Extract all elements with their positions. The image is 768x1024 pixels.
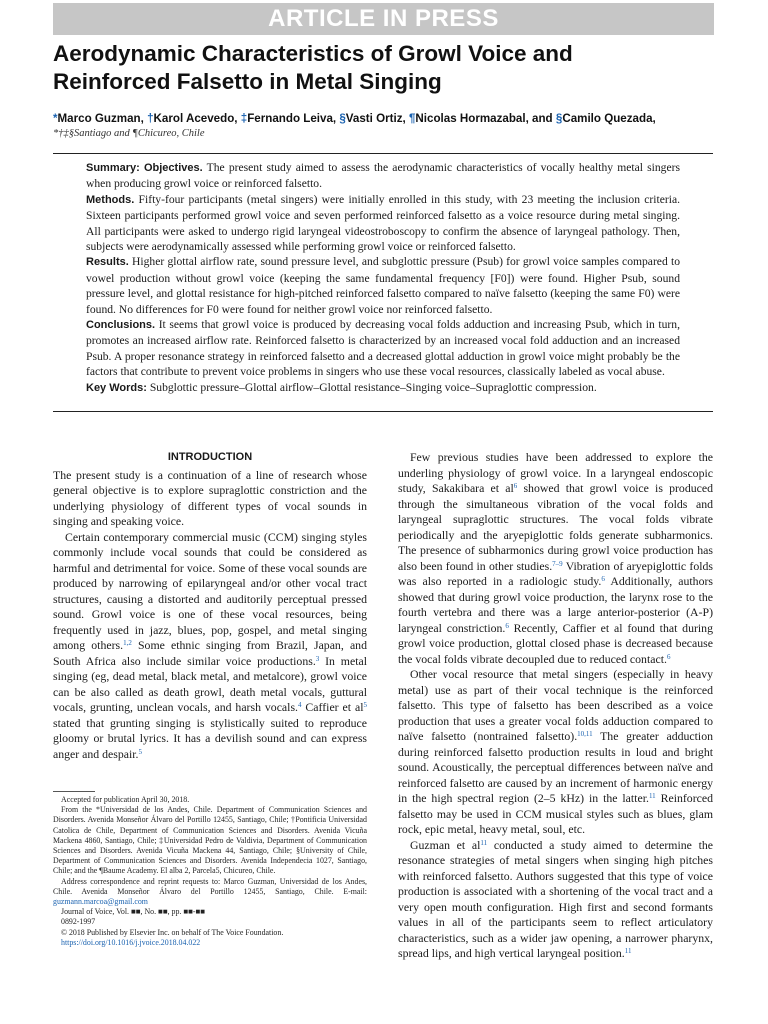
citation[interactable]: 6 (513, 482, 518, 490)
paragraph: The present study is a continuation of a line of research whose general objective is to explore supraglottic constriction and the underlying physiology of different types of vocal sounds in singing and speaking voice. (53, 467, 367, 528)
article-title (53, 40, 713, 96)
citation[interactable]: 1,2 (123, 639, 132, 647)
methods-label: Methods. (86, 193, 135, 206)
affiliation-line: *†‡§Santiago and ¶Chicureo, Chile (53, 128, 205, 139)
summary-label: Summary: (86, 162, 140, 174)
footnote-journal: Journal of Voice, Vol. ■■, No. ■■, pp. ■■-■■ (61, 907, 206, 917)
article-in-press-banner: ARTICLE IN PRESS (53, 3, 714, 35)
author-mark: ‡ (240, 112, 248, 125)
abstract-conclusions (86, 317, 680, 380)
citation[interactable]: 3 (315, 654, 320, 663)
citation[interactable]: 11 (648, 792, 656, 800)
abstract-bottom-rule (53, 411, 713, 412)
abstract-results (86, 254, 680, 317)
citation[interactable]: 7–9 (552, 559, 563, 568)
footnote-accepted: Accepted for publication April 30, 2018. (61, 795, 190, 804)
abstract-objectives (86, 160, 680, 192)
objectives-text: The present study aimed to assess the aerodynamic characteristics of vocally healthy metal singers when producing growl voice or reinforced falsetto. (86, 161, 680, 191)
footnote-copyright: © 2018 Published by Elsevier Inc. on behalf of The Voice Foundation. (61, 927, 284, 937)
right-column (398, 450, 713, 962)
title-line-2: Reinforced Falsetto in Metal Singing (53, 69, 442, 94)
left-column (53, 450, 367, 762)
citation[interactable]: 10,11 (577, 730, 593, 738)
abstract-keywords (86, 380, 680, 396)
author-list (53, 112, 733, 125)
conclusions-label: Conclusions. (86, 319, 156, 332)
methods-text: Fifty-four participants (metal singers) were initially enrolled in this study, with 23 meeting the inclusion criteria. Sixteen participants performed growl voice and seven performed reinforced falsetto as a voice resource during metal singing. All participants were asked to undergo rigid laryngeal videostroboscopy to confirm the absence of laryngeal pathology. Then, subjects were aerodynamically assessed while performing growl voice or reinforced falsetto. (86, 192, 680, 254)
abstract (86, 160, 680, 396)
footnote-affiliations: From the *Universidad de los Andes, Chile. Department of Communication Sciences and Disorders. Avenida Monseñor Álvaro del Portillo 12455, Santiago, Chile; †Pontificia Universidad Catolica de Chile, Department of Communication Sciences and Disorders. Avenida Vicuña Mackena 4860, Santiago, Chile; ‡Universidad Pedro de Valdivia, Department of Communication Sciences and Disorders. Avenida Vicuña Mackena 44, Santiago, Chile; §University of Chile, Department of Communication Sciences and Disorders. Avenida Independecia 1027, Santiago, Chile; and the ¶Baume Academy. El alba 2, Parcela5, Chicureo, Chile. (53, 805, 367, 876)
footnote-issn: 0892-1997 (61, 917, 96, 927)
footnote-doi (53, 938, 367, 948)
keywords-text: Subglottic pressure–Glottal airflow–Glottal resistance–Singing voice–Supraglottic compression. (149, 380, 597, 394)
citation[interactable]: 11 (624, 947, 632, 955)
author-mark: § (555, 112, 563, 125)
author-mark: ¶ (408, 112, 416, 125)
paragraph: Other vocal resource that metal singers (especially in heavy metal) use as part of their vocal technique is the reinforced falsetto. This type of falsetto has been described as a voice production that uses a greater vocal folds adduction compared to naïve falsetto (nontrained falsetto).$^{10,11}$ The greater adduction during reinforced falsetto production results in loud and bright sound. Acoustically, the perceptual differences between naïve and reinforced falsetto are caused by an increment of harmonic energy in the high spectral region (2–5 kHz) in the latter.$^{11}$ Reinforced falsetto may be used in CCM musical styles such as blues, glam rock, epic metal, heavy metal, soul, etc. (398, 667, 714, 836)
citation[interactable]: 6 (601, 575, 605, 583)
author-name[interactable]: Karol Acevedo, (153, 112, 238, 125)
abstract-top-rule (53, 153, 713, 154)
citation[interactable]: 5 (138, 747, 142, 756)
author-name[interactable]: Vasti Ortiz, (345, 112, 406, 125)
email-link[interactable]: guzmann.marcoa@gmail.com (53, 897, 148, 907)
section-heading-introduction: INTRODUCTION (167, 451, 253, 463)
author-name[interactable]: Fernando Leiva, (247, 112, 337, 125)
citation[interactable]: 4 (298, 701, 302, 709)
results-text: Higher glottal airflow rate, sound pressure level, and subglottic pressure (Psub) for growl voice samples compared to vowel production without growl voice (keeping the same fundamental frequency [F0]) were found. Higher Psub, sound pressure level, and glottal resistance for high-pitched reinforced falsetto compared to naïve falsetto (keeping the same F0) were found. No differences for F0 were found for neither growl voice nor reinforced falsetto. (86, 255, 680, 316)
author-name[interactable]: Camilo Quezada, (562, 112, 656, 125)
footnote-correspondence: Address correspondence and reprint requests to: Marco Guzman, Universidad de los Andes, Chile. Avenida Monseñor Álvaro del Portillo 12455, Santiago, Chile. E-mail: guzmann.marcoa@gmail.com (53, 876, 367, 907)
footnote-rule (53, 791, 95, 792)
doi-link[interactable]: https://doi.org/10.1016/j.jvoice.2018.04.022 (61, 937, 201, 947)
citation[interactable]: 5 (363, 701, 367, 709)
conclusions-text: It seems that growl voice is produced by decreasing vocal folds adduction and increasing Psub, which in turn, promotes an increased airflow rate. Reinforced falsetto is characterized by an increased vocal fold adduction and an increased Psub. A proper resonance strategy in reinforced falsetto and a decreased glottal adduction in growl voice might probably be the factors that contribute to prevent voice problems in singers who use these vocal resources, classically labeled as vocal abuse. (86, 318, 680, 379)
author-mark: † (147, 112, 154, 125)
paragraph: Certain contemporary commercial music (CCM) singing styles commonly include vocal sounds that could be considered as harmful and detrimental for voice. Some of these vocal sounds are produced by narrowing of epilaryngeal and/or other vocal tract structures, causing a distorted and auditorily perceptual pressed sound. Growl voice is one of these vocal resources, being frequently used in jazz, blues, pop, gospel, and metal singing among others.$^{1,2}$ Some ethnic singing from Brazil, Japan, and South Africa also include similar voice productions.$^3$ In metal singing (eg, dead metal, black metal, and metalcore), growl voice can be also called as death growl, death metal vocals, guttural vocals, grunting, unclean vocals, and harsh vocals.$^4$ Caffier et al$^5$ stated that grunting singing is stylistically suited to reproduce gloomy or brutal lyrics. It has a devilish sound and can express anger and despair.$^5$ (53, 529, 368, 761)
paragraph: Few previous studies have been addressed to explore the underling physiology of growl voice. In a laryngeal endoscopic study, Sakakibara et al$^6$ showed that growl voice is produced through the simultaneous vibration of the vocal folds and laryngeal supraglottic structures. The vocal folds vibrate periodically and the aryepiglottic folds generate subharmonics. The presence of subharmonics during growl voice production has also been found in other studies.$^{7-9}$ Vibration of aryepiglottic folds was also reported in a radiologic study.$^6$ Additionally, authors showed that during growl voice production, the larynx rose to the fourth vertebra and there was a large anterior-posterior (A-P) laryngeal constriction.$^6$ Recently, Caffier et al found that during growl voice production, glottal closed phase is decreased because the vocal folds vibrate decoupled due to reduced contact.$^6$ (398, 450, 713, 666)
footnotes (53, 795, 367, 948)
objectives-label: Objectives. (143, 162, 203, 174)
paragraph: Guzman et al$^{11}$ conducted a study aimed to determine the resonance strategies of metal singers when singing high pitches with reinforced falsetto. Authors suggested that this type of voice production is associated with a shortening of the vocal tract and a very open mouth configuration. High first and second formants values in all of the participants seem to reflect articulatory characteristics, such as a wider jaw opening, a narrower pharynx, spread lips, and high vertical laryngeal position.$^{11}$ (398, 837, 714, 960)
abstract-methods (86, 192, 680, 255)
citation[interactable]: 11 (480, 838, 488, 847)
citation[interactable]: 6 (666, 652, 671, 661)
results-label: Results. (86, 256, 129, 269)
title-line-1: Aerodynamic Characteristics of Growl Voice and (53, 41, 573, 66)
author-mark: § (339, 112, 346, 125)
author-name[interactable]: Nicolas Hormazabal, and (415, 112, 553, 125)
author-mark: * (53, 112, 58, 125)
citation[interactable]: 6 (505, 621, 509, 630)
keywords-label: Key Words: (86, 381, 147, 394)
author-name[interactable]: Marco Guzman, (57, 112, 144, 125)
